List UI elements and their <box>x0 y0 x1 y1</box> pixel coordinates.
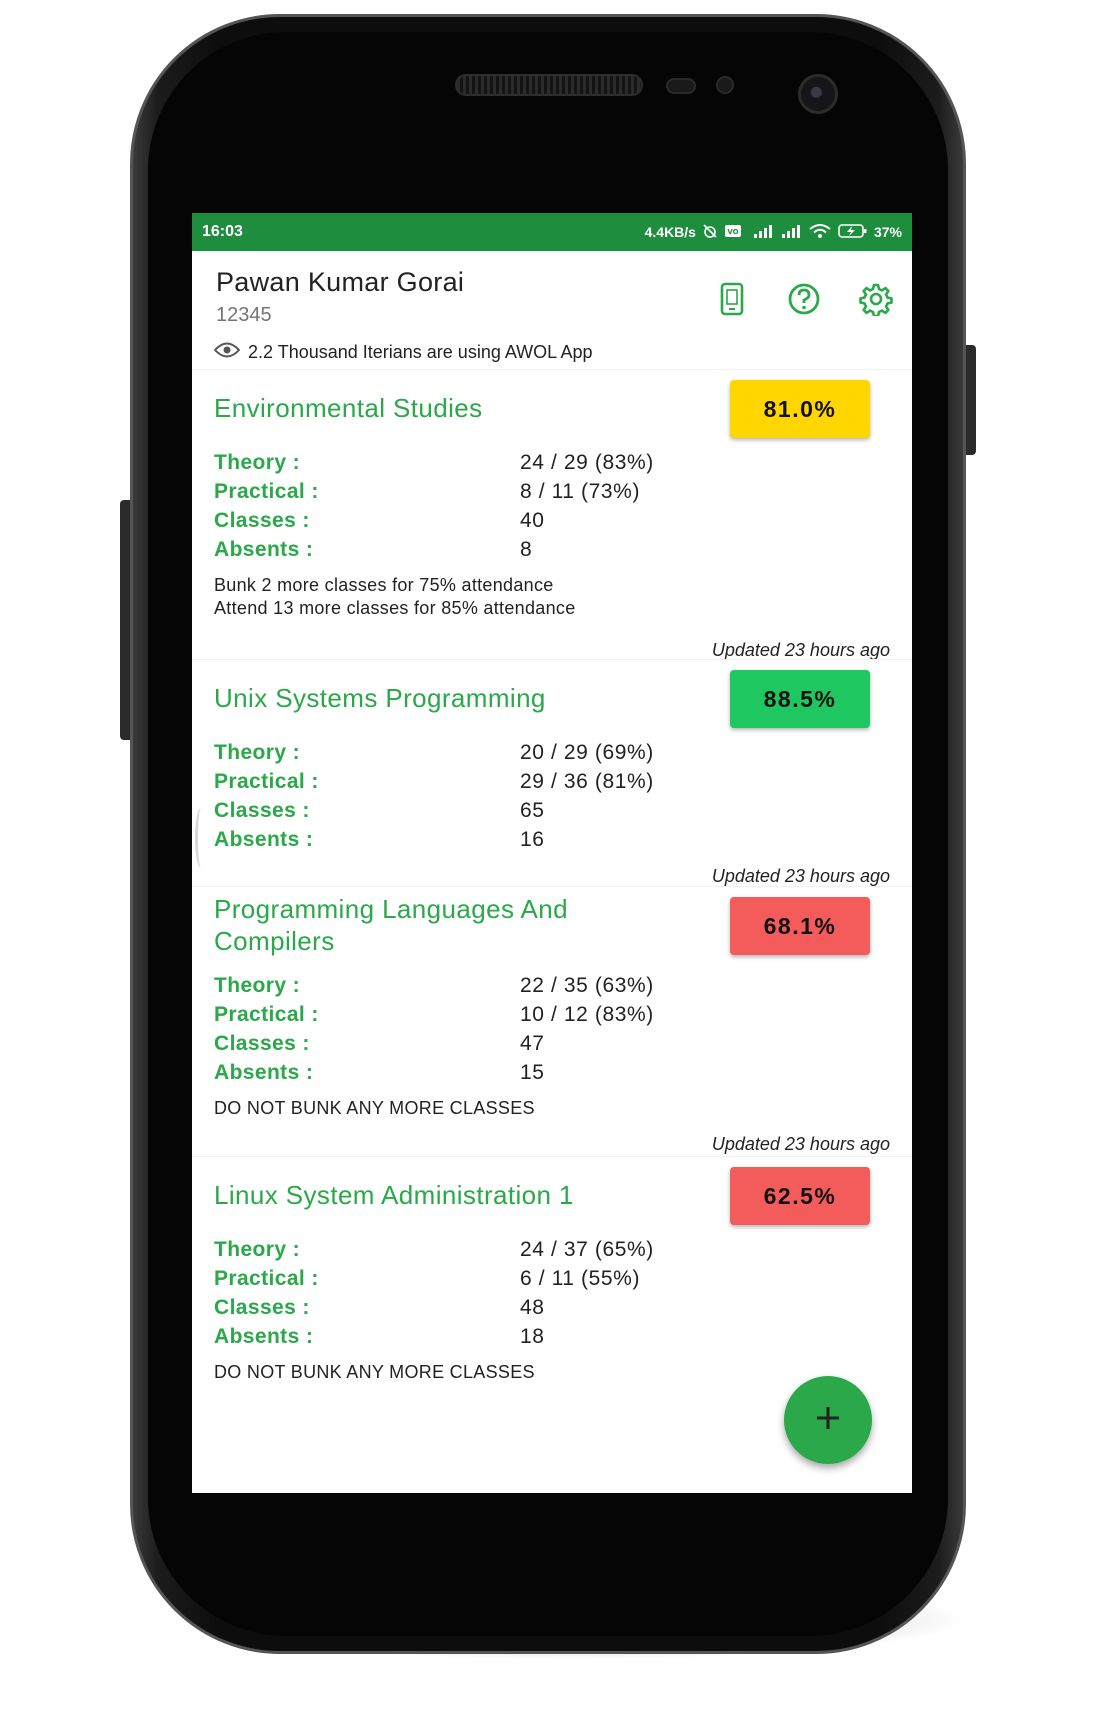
absents-label: Absents : <box>214 1324 314 1348</box>
attendance-advice <box>214 574 890 620</box>
subject-stats <box>214 448 890 564</box>
light-sensor <box>716 76 734 94</box>
absents-value: 16 <box>520 827 545 851</box>
theory-row <box>214 738 890 767</box>
help-icon[interactable] <box>786 281 822 317</box>
subject-stats <box>214 1235 890 1351</box>
theory-row <box>214 971 890 1000</box>
practical-row <box>214 477 890 506</box>
subject-stats <box>214 971 890 1087</box>
proximity-sensor <box>666 78 696 94</box>
theory-label: Theory : <box>214 740 301 764</box>
absents-label: Absents : <box>214 1060 314 1084</box>
svg-text:VO: VO <box>727 227 739 236</box>
practical-label: Practical : <box>214 1002 319 1026</box>
theory-label: Theory : <box>214 1237 301 1261</box>
updated-time: Updated 23 hours ago <box>711 1134 890 1154</box>
subject-card[interactable] <box>192 886 912 1156</box>
header-actions <box>714 281 894 317</box>
theory-value: 20 / 29 (69%) <box>520 740 654 764</box>
theory-label: Theory : <box>214 973 301 997</box>
front-camera <box>798 74 838 114</box>
subject-title: Linux System Administration 1 <box>214 1180 574 1210</box>
battery-charging-icon <box>838 223 868 242</box>
absents-row <box>214 535 890 564</box>
classes-value: 48 <box>520 1295 545 1319</box>
theory-value: 24 / 29 (83%) <box>520 450 654 474</box>
practical-value: 29 / 36 (81%) <box>520 769 654 793</box>
practical-row <box>214 1264 890 1293</box>
practical-label: Practical : <box>214 769 319 793</box>
eye-icon <box>214 341 240 364</box>
classes-value: 65 <box>520 798 545 822</box>
advice-line: Bunk 2 more classes for 75% attendance <box>214 575 554 595</box>
classes-value: 40 <box>520 508 545 532</box>
practical-row <box>214 1000 890 1029</box>
user-id: 12345 <box>216 304 272 326</box>
profile-header <box>192 251 912 333</box>
phone-icon[interactable] <box>714 281 750 317</box>
subject-card[interactable] <box>192 659 912 886</box>
theory-row <box>214 448 890 477</box>
absents-value: 15 <box>520 1060 545 1084</box>
attendance-advice <box>214 1361 890 1384</box>
status-icons <box>645 223 902 242</box>
status-time: 16:03 <box>202 223 243 240</box>
absents-label: Absents : <box>214 827 314 851</box>
practical-value: 10 / 12 (83%) <box>520 1002 654 1026</box>
status-bar <box>192 213 912 251</box>
subject-stats <box>214 738 890 854</box>
attendance-badge <box>730 897 870 955</box>
battery-percent: 37% <box>873 224 902 240</box>
attendance-advice <box>214 1097 890 1120</box>
attendance-badge <box>730 1167 870 1225</box>
theory-value: 22 / 35 (63%) <box>520 973 654 997</box>
signal-4g-icon <box>748 223 774 242</box>
attendance-badge <box>730 380 870 438</box>
advice-line: DO NOT BUNK ANY MORE CLASSES <box>214 1362 535 1382</box>
practical-row <box>214 767 890 796</box>
app-screen <box>192 213 912 1493</box>
classes-label: Classes : <box>214 1295 310 1319</box>
attendance-percent: 62.5% <box>763 1182 837 1209</box>
practical-value: 8 / 11 (73%) <box>520 479 641 503</box>
subject-title: Unix Systems Programming <box>214 683 546 713</box>
volte-icon <box>724 223 742 242</box>
practical-label: Practical : <box>214 1266 319 1290</box>
screen-edge-handle <box>195 808 207 868</box>
theory-value: 24 / 37 (65%) <box>520 1237 654 1261</box>
users-count-line <box>192 335 912 369</box>
attendance-percent: 81.0% <box>763 395 837 422</box>
classes-value: 47 <box>520 1031 545 1055</box>
earpiece-speaker <box>455 74 643 96</box>
advice-line: Attend 13 more classes for 85% attendance <box>214 598 576 618</box>
subject-card[interactable] <box>192 1156 912 1396</box>
classes-label: Classes : <box>214 798 310 822</box>
practical-label: Practical : <box>214 479 319 503</box>
settings-icon[interactable] <box>858 281 894 317</box>
classes-label: Classes : <box>214 1031 310 1055</box>
user-name: Pawan Kumar Gorai <box>216 267 465 297</box>
classes-row <box>214 1293 890 1322</box>
theory-row <box>214 1235 890 1264</box>
practical-value: 6 / 11 (55%) <box>520 1266 641 1290</box>
wifi-icon <box>808 223 832 242</box>
absents-value: 8 <box>520 537 533 561</box>
updated-time: Updated 23 hours ago <box>711 866 890 886</box>
network-speed: 4.4KB/s <box>644 224 696 240</box>
subject-title: Environmental Studies <box>214 393 483 423</box>
classes-row <box>214 796 890 825</box>
classes-row <box>214 1029 890 1058</box>
signal-icon <box>780 223 802 242</box>
attendance-percent: 68.1% <box>763 912 837 939</box>
absents-row <box>214 1058 890 1087</box>
absents-label: Absents : <box>214 537 314 561</box>
absents-row <box>214 1322 890 1351</box>
subject-card[interactable] <box>192 369 912 659</box>
theory-label: Theory : <box>214 450 301 474</box>
updated-time: Updated 23 hours ago <box>711 640 890 660</box>
absents-value: 18 <box>520 1324 545 1348</box>
subject-title: Programming Languages And Compilers <box>214 894 569 956</box>
users-count-text: 2.2 Thousand Iterians are using AWOL App <box>248 341 593 362</box>
advice-line: DO NOT BUNK ANY MORE CLASSES <box>214 1098 535 1118</box>
add-subject-button[interactable] <box>784 1376 872 1464</box>
attendance-percent: 88.5% <box>763 685 837 712</box>
attendance-badge <box>730 670 870 728</box>
classes-row <box>214 506 890 535</box>
classes-label: Classes : <box>214 508 310 532</box>
alarm-off-icon <box>702 223 718 242</box>
absents-row <box>214 825 890 854</box>
plus-icon <box>814 1404 842 1437</box>
